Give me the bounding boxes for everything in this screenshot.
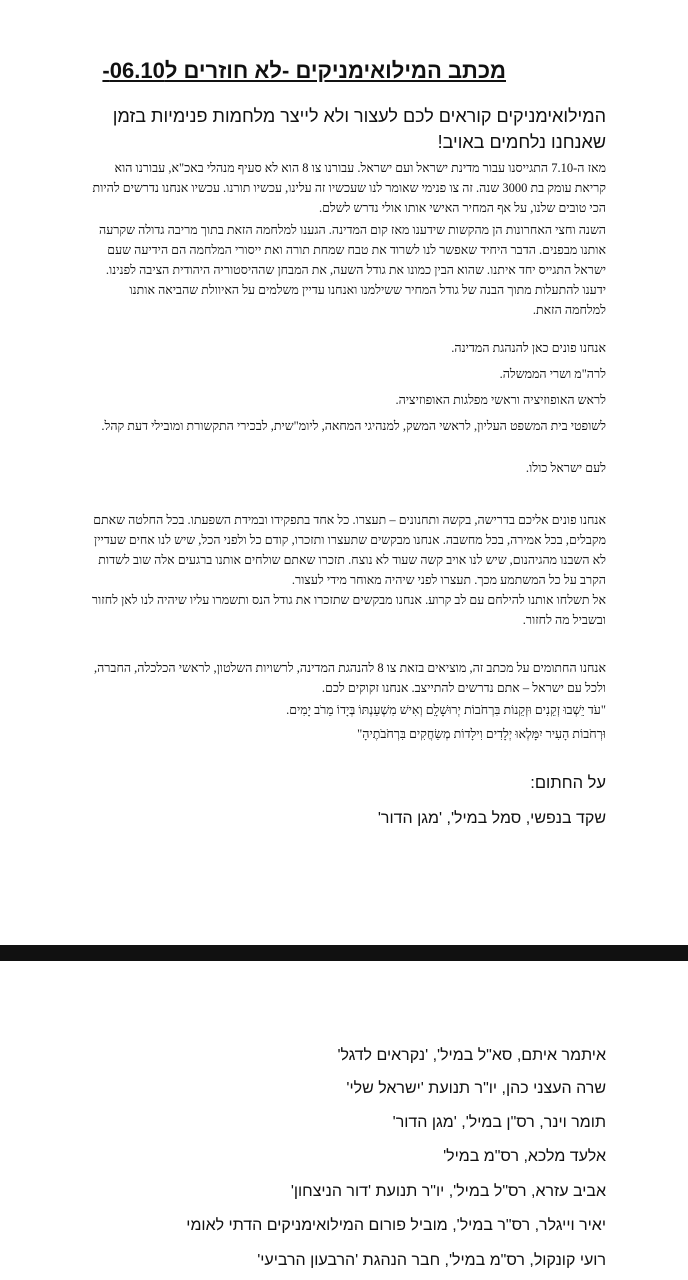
- signatory: יאיר וייגלר, רס"ר במיל', מוביל פורום המילואימניקים הדתי לאומי: [186, 1217, 606, 1234]
- signatory: שקד בנפשי, סמל במיל', 'מגן הדור': [377, 810, 606, 827]
- quote-line-1: "עֹד יֵשְׁבוּ זְקֵנִים וּזְקֵנוֹת בִּרְחֹבוֹת יְרוּשָׁלִָם וְאִישׁ מִשְׁעַנְתּוֹ בְּיָדוֹ מֵרֹב יָמִים.: [286, 703, 606, 717]
- signatory: איתמר איתם, סא"ל במיל', 'נקראים לדגל': [337, 1047, 606, 1064]
- signatory: שרה העצני כהן, יו"ר תנועת 'ישראל שלי': [346, 1080, 606, 1097]
- address-line-government: לרה"מ ושרי הממשלה.: [499, 367, 606, 381]
- address-line-leaders: לשופטי בית המשפט העליון, לראשי המשק, למנהיגי המחאה, ליומ"שית, לבכירי התקשורת ומובילי דעת קהל.: [101, 419, 606, 433]
- address-line-opposition: לראש האופוזיציה וראשי מפלגות האופוזיציה.: [395, 393, 606, 407]
- paragraph-demand: אנחנו פונים אליכם בדרישה, בקשה ותחנונים – תעצרו. כל אחד בתפקידו ובמידת השפעתו. בכל החלטה שאתם מקבלים, בכל אמירה, בכל מחשבה. אנחנו מבקשים שתעצרו ותזכרו, קודם כל ולפני הכל, שיש לנו אחים שעדיין לא השבנו מהגיהנום, שיש לנו אויב קשה שעוד לא נוצח. תזכרו שאתם שולחים אותנו ברגעים אלה שוב לשדות הקרב על כל המשתמע מכך. תעצרו לפני שיהיה מאוחר מידי לעצור.: [93, 513, 606, 587]
- signatory: תומר וינר, רס"ן במיל', 'מגן הדור': [392, 1114, 606, 1131]
- signatory: אלעד מלכא, רס"מ במיל': [443, 1148, 606, 1165]
- paragraph-plea: אל תשלחו אותנו להילחם עם לב קרוע. אנחנו מבקשים שתזכרו את גודל הנס ותשמרו עליו שיהיה לנו לאן לחזור ובשביל מה לחזור.: [91, 593, 606, 627]
- signatory: אביב עזרא, רס"ל במיל', יו"ר תנועת 'דור הניצחון': [290, 1183, 606, 1200]
- address-line-people: לעם ישראל כולו.: [525, 461, 606, 475]
- letter-title: מכתב המילואימניקים -לא חוזרים ל06.10-: [102, 58, 506, 83]
- paragraph-intro: מאז ה-7.10 התגייסנו עבור מדינת ישראל ועם ישראל. עבורנו צו 8 הוא לא סעיף מנהלי באכ"א, עבורנו הוא קריאת עומק בת 3000 שנה. זה צו פנימי שאומר לנו שעכשיו זה עלינו, עכשיו תורנו. עכשיו אנחנו נדרשים להיות הכי טובים שלנו, על אף המחיר האישי אותו אולי נדרש לשלם.: [92, 161, 606, 215]
- paragraph-order: אנחנו החתומים על מכתב זה, מוציאים בזאת צו 8 להנהגת המדינה, לרשויות השלטון, לראשי הכלכלה, החברה, ולכל עם ישראל – אתם נדרשים להתייצב. אנחנו זקוקים לכם.: [93, 661, 606, 695]
- signed-heading: על החתום:: [530, 774, 606, 792]
- paragraph-background: השנה וחצי האחרונות הן מהקשות שידענו מאז קום המדינה. הגענו למלחמה הזאת בתוך מריבה גדולה שקרעה אותנו מבפנים. הדבר היחיד שאפשר לנו לשרוד את טבח שמחת תורה ואת ייסורי המלחמה הם הידיעה שעם ישראל התגייס יחד איתנו. שהוא הבין כמונו את גודל השעה, את המבחן שההיסטוריה היהודית הציבה לפנינו. ידענו להתעלות מתוך הבנה של גודל המחיר ששילמנו ואנחנו עדיין משלמים על האיוולת שהביאה אותנו למלחמה הזאת.: [99, 223, 606, 317]
- letter-page-2: [0, 961, 688, 1280]
- signatory: רועי קונקול, רס"מ במיל', חבר הנהגת 'הרבעון הרביעי': [257, 1252, 606, 1269]
- quote-line-2: וּרְחֹבוֹת הָעִיר יִמָּלְאוּ יְלָדִים וִילָדוֹת מְשַׂחֲקִים בִּרְחֹבֹתֶיהָ": [357, 727, 606, 741]
- lead-statement: המילואימניקים קוראים לכם לעצור ולא לייצר מלחמות פנימיות בזמן שאנחנו נלחמים באויב!: [112, 106, 606, 152]
- address-intro: אנחנו פונים כאן להנהגת המדינה.: [451, 341, 606, 355]
- page-separator: [0, 945, 688, 961]
